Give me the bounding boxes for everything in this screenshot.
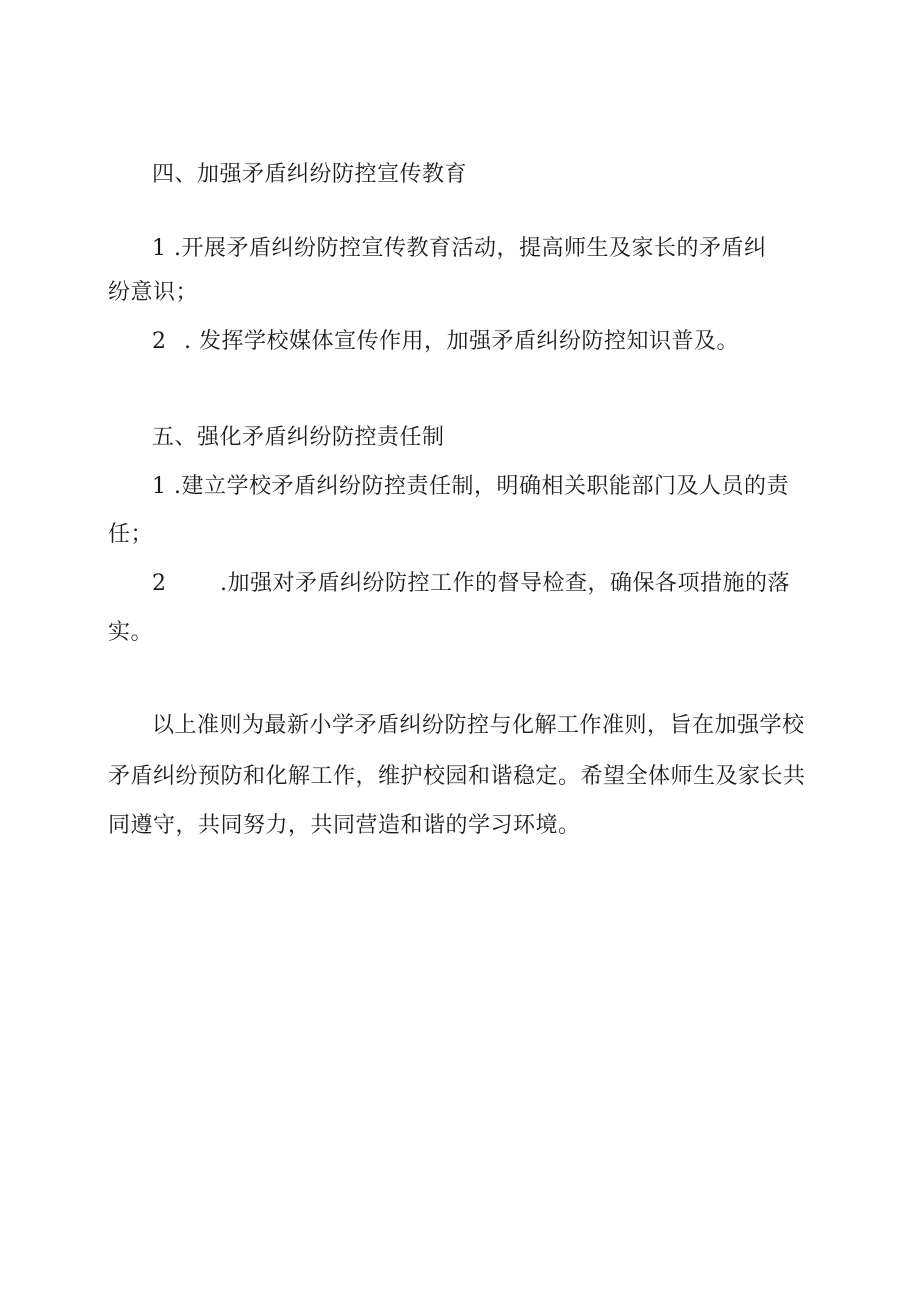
section-5-item-1-line-1: 1 .建立学校矛盾纠纷防控责任制，明确相关职能部门及人员的责 (152, 474, 789, 499)
conclusion-line-3: 同遵守，共同努力，共同营造和谐的学习环境。 (108, 813, 581, 838)
section-4-item-1-line-2: 纷意识； (108, 280, 199, 305)
section-5-item-1-line-2: 任； (108, 522, 154, 547)
section-5-item-2-line-1 (152, 569, 790, 599)
conclusion-line-2: 矛盾纠纷预防和化解工作，维护校园和谐稳定。希望全体师生及家长共 (108, 764, 806, 789)
section-5-heading: 五、强化矛盾纠纷防控责任制 (152, 425, 445, 450)
section-4-item-2-text: . 发挥学校媒体宣传作用，加强矛盾纠纷防控知识普及。 (184, 329, 739, 354)
section-4-item-2-number: 2 (152, 329, 167, 354)
section-4-item-1-line-1: 1 .开展矛盾纠纷防控宣传教育活动，提高师生及家长的矛盾纠 (152, 236, 767, 261)
section-4-heading: 四、加强矛盾纠纷防控宣传教育 (152, 162, 468, 187)
section-5-item-2-line-2: 实。 (108, 620, 154, 645)
conclusion-line-1: 以上准则为最新小学矛盾纠纷防控与化解工作准则，旨在加强学校 (152, 713, 805, 738)
section-4-item-2 (152, 327, 739, 357)
section-5-item-2-text: .加强对矛盾纠纷防控工作的督导检查，确保各项措施的落 (220, 571, 790, 596)
section-5-item-2-number: 2 (152, 571, 167, 596)
